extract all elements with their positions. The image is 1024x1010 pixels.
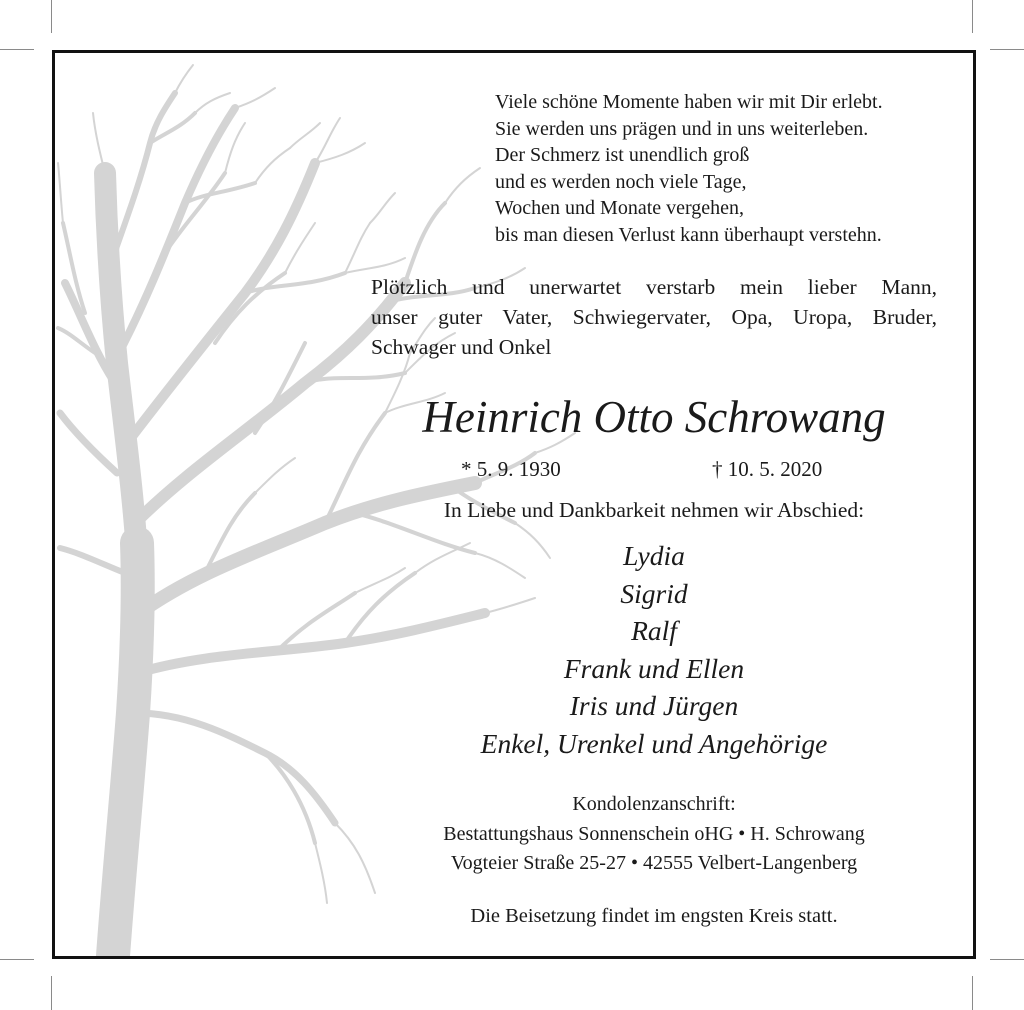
mourner-name: Lydia xyxy=(623,540,685,571)
mourner-name: Ralf xyxy=(631,615,677,646)
crop-mark-bottom-left-h xyxy=(0,959,34,960)
condolence-heading: Kondolenzanschrift: xyxy=(572,793,736,815)
crop-mark-top-left-h xyxy=(0,49,34,50)
crop-mark-bottom-left-v xyxy=(51,976,52,1010)
poem-line: und es werden noch viele Tage, xyxy=(495,170,747,193)
birth-date: * 5. 9. 1930 xyxy=(461,457,561,481)
crop-mark-top-right-v xyxy=(972,0,973,33)
poem-line: Wochen und Monate vergehen, xyxy=(495,197,745,219)
poem xyxy=(495,89,965,248)
announcement-line: unser guter Vater, Schwiegervater, Opa, Uropa, Bruder, xyxy=(371,305,937,329)
crop-mark-top-left-v xyxy=(51,0,52,33)
mourner-name: Enkel, Urenkel und Angehörige xyxy=(480,727,828,759)
crop-mark-bottom-right-v xyxy=(972,976,973,1010)
mourners-list xyxy=(371,537,937,762)
deceased-name: Heinrich Otto Schrowang xyxy=(422,392,886,442)
crop-mark-top-right-h xyxy=(990,49,1024,50)
death-date: † 10. 5. 2020 xyxy=(712,457,823,481)
death-announcement xyxy=(371,272,937,362)
condolence-address xyxy=(371,790,937,879)
poem-line: Der Schmerz ist unendlich groß xyxy=(495,144,750,166)
announcement-line: Plötzlich und unerwartet verstarb mein lieber Mann, xyxy=(371,275,937,299)
mourner-name: Iris und Jürgen xyxy=(569,690,739,721)
crop-mark-bottom-right-h xyxy=(990,959,1024,960)
mourner-name: Frank und Ellen xyxy=(563,652,745,684)
poem-line: bis man diesen Verlust kann überhaupt verstehn. xyxy=(495,223,882,246)
poem-line: Sie werden uns prägen und in uns weiterleben. xyxy=(495,117,869,140)
obituary-frame xyxy=(52,50,976,959)
condolence-line: Bestattungshaus Sonnenschein oHG • H. Schrowang xyxy=(443,822,865,845)
condolence-line: Vogteier Straße 25-27 • 42555 Velbert-Langenberg xyxy=(450,852,858,874)
poem-line: Viele schöne Momente haben wir mit Dir erlebt. xyxy=(495,91,883,113)
mourner-name: Sigrid xyxy=(620,577,688,609)
announcement-line: Schwager und Onkel xyxy=(371,335,552,359)
farewell-line: In Liebe und Dankbarkeit nehmen wir Abschied: xyxy=(443,498,865,522)
burial-note: Die Beisetzung findet im engsten Kreis statt. xyxy=(470,905,838,927)
